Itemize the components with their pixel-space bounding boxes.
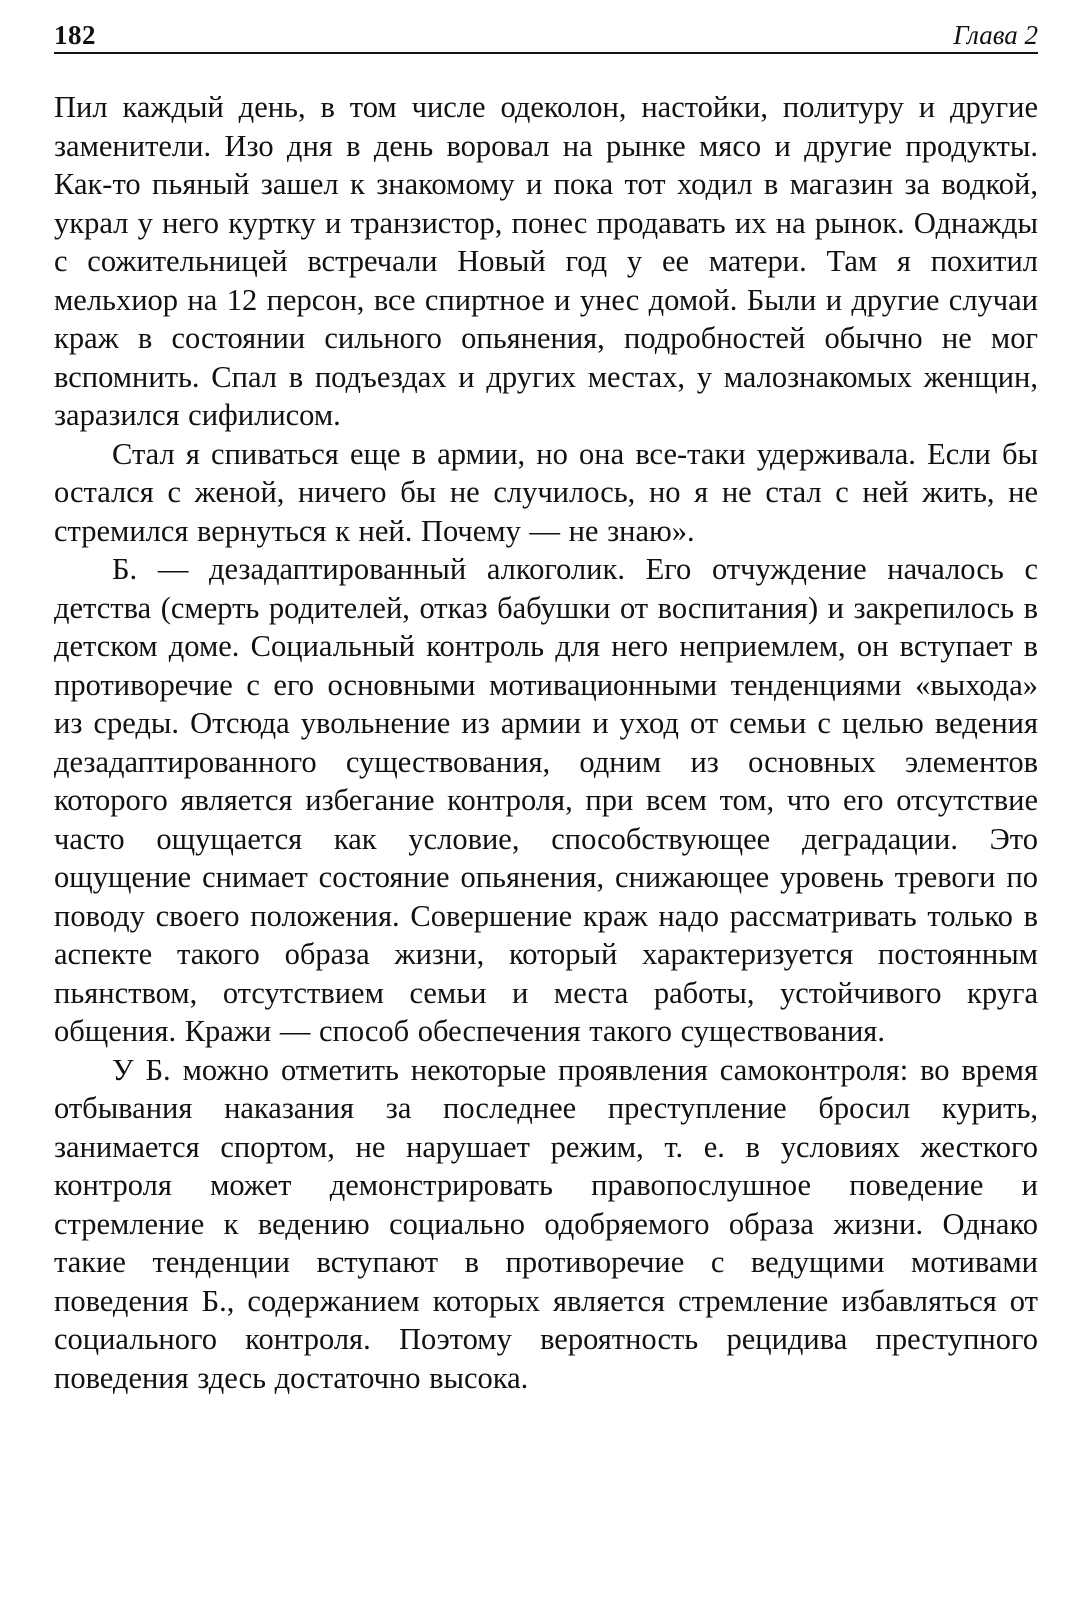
paragraph-analysis: Б. — дезадаптированный алкоголик. Его отчуждение началось с детства (смерть родителей, отказ бабушки от воспитания) и закрепилось в детском доме. Социальный контроль для него неприемлем, он вступает в противоречие с его основными мотивационными тенденциями «выхода» из среды. Отсюда увольнение из армии и уход от семьи с целью ведения дезадаптированного существования, одним из основных элементов которого является избегание контроля, при всем том, что его отсутствие часто ощущается как условие, способствующее деградации. Это ощущение снимает состояние опьянения, снижающее уровень тревоги по поводу своего положения. Совершение краж надо рассматривать только в аспекте такого образа жизни, который характеризуется постоянным пьянством, отсутствием семьи и места работы, устойчивого круга общения. Кражи — способ обеспечения такого существования. bbox=[54, 552, 1038, 1048]
body-text bbox=[54, 88, 1038, 1397]
page-number: 182 bbox=[54, 20, 96, 50]
paragraph-army: Стал я спиваться еще в армии, но она все-таки удерживала. Если бы остался с женой, ничего бы не случилось, но я не стал с ней жить, не стремился вернуться к ней. Почему — не знаю». bbox=[54, 436, 1038, 548]
paragraph-continuation: Пил каждый день, в том числе одеколон, настойки, политуру и другие заменители. Изо дня в день воровал на рынке мясо и другие продукты. Как-то пьяный зашел к знакомому и пока тот ходил в магазин за водкой, украл у него куртку и транзистор, понес продавать их на рынок. Однажды с сожительницей встречали Новый год у ее матери. Там я похитил мельхиор на 12 персон, все спиртное и унес домой. Были и другие случаи краж в состоянии сильного опьянения, подробностей обычно не мог вспомнить. Спал в подъездах и других местах, у малознакомых женщин, заразился сифилисом. bbox=[54, 90, 1038, 432]
book-page bbox=[54, 18, 1038, 1578]
running-header bbox=[54, 18, 1038, 54]
chapter-title: Глава 2 bbox=[953, 20, 1038, 50]
paragraph-self-control: У Б. можно отметить некоторые проявления самоконтроля: во время отбывания наказания за последнее преступление бросил курить, занимается спортом, не нарушает режим, т. е. в условиях жесткого контроля может демонстрировать правопослушное поведение и стремление к ведению социально одобряемого образа жизни. Однако такие тенденции вступают в противоречие с ведущими мотивами поведения Б., содержанием которых является стремление избавляться от социального контроля. Поэтому вероятность рецидива преступного поведения здесь достаточно высока. bbox=[54, 1052, 1038, 1395]
